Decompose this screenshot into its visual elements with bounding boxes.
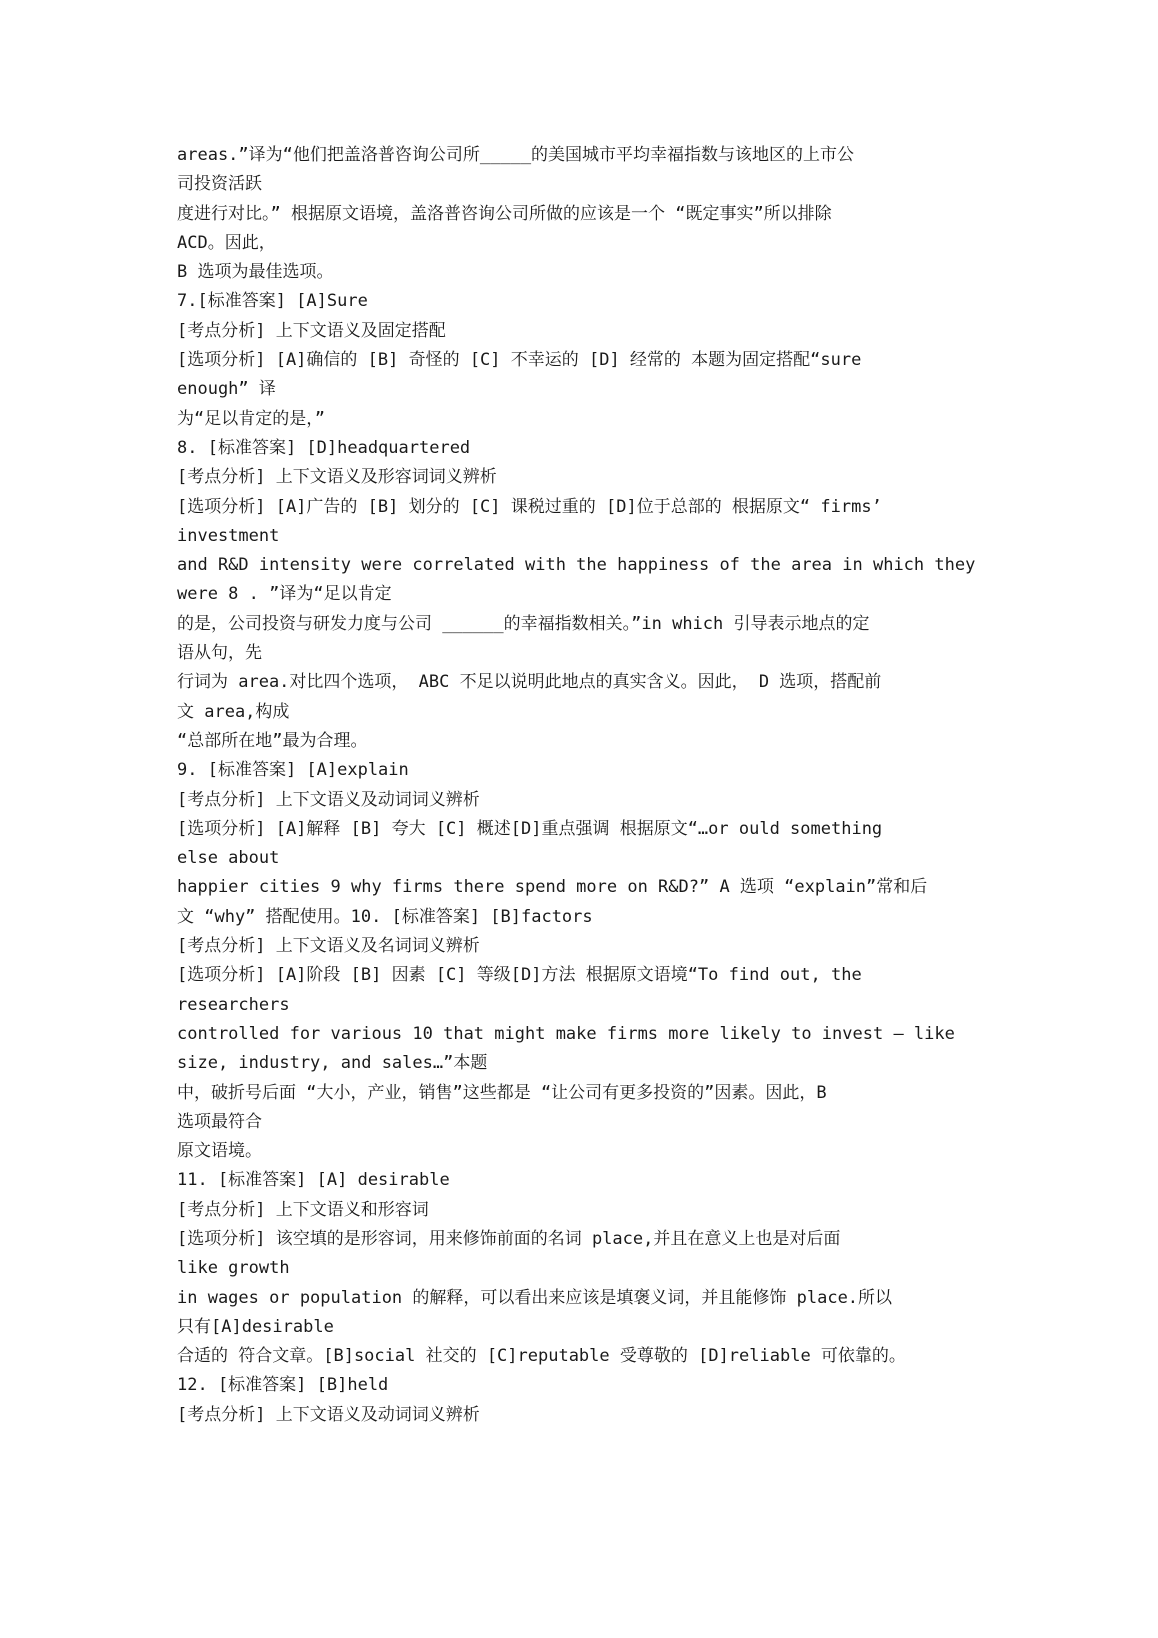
text-line: 文 “why” 搭配使用。10. [标准答案] [B]factors — [177, 906, 593, 927]
text-line: happier cities 9 why firms there spend more on R&D?” A 选项 “explain”常和后 — [177, 877, 928, 898]
text-line: 8. [标准答案] [D]headquartered — [177, 437, 471, 458]
text-line: 文 area,构成 — [177, 701, 290, 722]
text-line: investment — [177, 525, 280, 546]
text-line: [选项分析] [A]阶段 [B] 因素 [C] 等级[D]方法 根据原文语境“To find out, the — [177, 965, 862, 986]
text-line: 7.[标准答案] [A]Sure — [177, 291, 368, 312]
text-line: else about — [177, 848, 280, 869]
text-line: controlled for various 10 that might make firms more likely to invest – like — [177, 1023, 955, 1044]
text-line: 合适的 符合文章。[B]social 社交的 [C]reputable 受尊敬的 [D]reliable 可依靠的。 — [177, 1346, 906, 1367]
text-line: “总部所在地”最为合理。 — [177, 730, 368, 751]
text-line: [考点分析] 上下文语义及固定搭配 — [177, 320, 446, 341]
text-line: [选项分析] [A]确信的 [B] 奇怪的 [C] 不幸运的 [D] 经常的 本题为固定搭配“sure — [177, 350, 862, 371]
text-line: [选项分析] [A]广告的 [B] 划分的 [C] 课税过重的 [D]位于总部的 根据原文“ firms’ — [177, 496, 882, 517]
text-line: 只有[A]desirable — [177, 1316, 334, 1337]
text-line: 度进行对比。” 根据原文语境，盖洛普咨询公司所做的应该是一个 “既定事实”所以排除 — [177, 203, 832, 224]
text-line: 11. [标准答案] [A] desirable — [177, 1170, 450, 1191]
text-line: ACD。因此， — [177, 232, 276, 253]
text-line: 12. [标准答案] [B]held — [177, 1375, 389, 1396]
text-line: were 8 . ”译为“足以肯定 — [177, 584, 392, 605]
text-line: 行词为 area.对比四个选项， ABC 不足以说明此地点的真实含义。因此， D 选项，搭配前 — [177, 672, 882, 693]
text-line: [考点分析] 上下文语义及形容词词义辨析 — [177, 467, 497, 488]
text-line: 9. [标准答案] [A]explain — [177, 760, 409, 781]
text-line: in wages or population 的解释，可以看出来应该是填褒义词，并且能修饰 place.所以 — [177, 1287, 893, 1308]
text-line: [选项分析] 该空填的是形容词，用来修饰前面的名词 place,并且在意义上也是对后面 — [177, 1228, 841, 1249]
text-line: 原文语境。 — [177, 1141, 262, 1162]
text-line: [考点分析] 上下文语义和形容词 — [177, 1199, 429, 1220]
text-line: [考点分析] 上下文语义及名词词义辨析 — [177, 936, 480, 957]
document-body — [177, 141, 997, 1430]
text-line: 司投资活跃 — [177, 174, 262, 195]
text-line: researchers — [177, 994, 290, 1015]
text-line: 选项最符合 — [177, 1111, 262, 1132]
text-line: 语从句，先 — [177, 643, 262, 664]
text-line: [选项分析] [A]解释 [B] 夸大 [C] 概述[D]重点强调 根据原文“…or ould something — [177, 818, 883, 839]
text-line: size, industry, and sales…”本题 — [177, 1053, 488, 1074]
text-line: like growth — [177, 1258, 290, 1279]
text-line: areas.”译为“他们把盖洛普咨询公司所_____的美国城市平均幸福指数与该地区的上市公 — [177, 145, 855, 165]
text-line: 为“足以肯定的是，” — [177, 408, 325, 429]
text-line: [考点分析] 上下文语义及动词词义辨析 — [177, 1404, 480, 1425]
text-line: 的是，公司投资与研发力度与公司 ______的幸福指数相关。”in which 引导表示地点的定 — [177, 613, 870, 634]
text-line: B 选项为最佳选项。 — [177, 262, 334, 283]
text-line: 中，破折号后面 “大小，产业，销售”这些都是 “让公司有更多投资的”因素。因此，B — [177, 1082, 827, 1103]
text-line: [考点分析] 上下文语义及动词词义辨析 — [177, 789, 480, 810]
text-line: and R&D intensity were correlated with the happiness of the area in which they — [177, 555, 976, 576]
text-line: enough” 译 — [177, 379, 276, 400]
